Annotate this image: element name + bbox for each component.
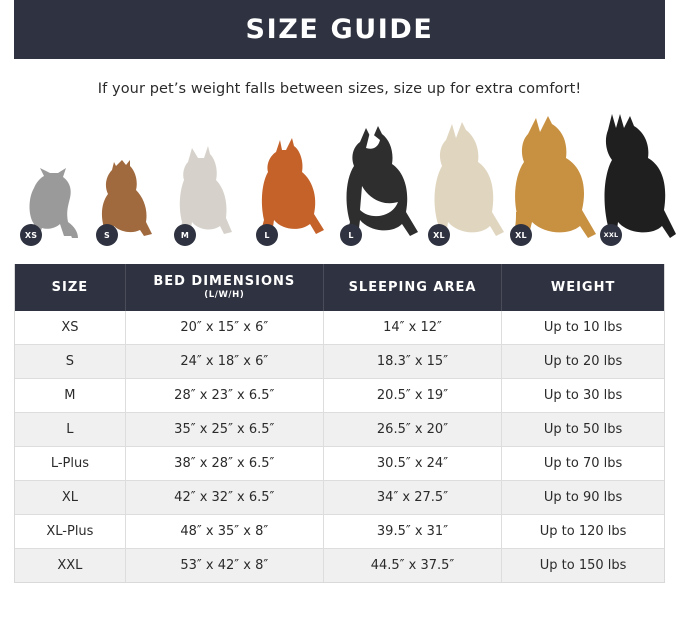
column-header-dimensions-label: BED DIMENSIONS <box>153 274 296 289</box>
pet-badge-xs: XS <box>20 224 42 246</box>
cell-size: XL <box>15 481 125 515</box>
table-header-row <box>15 264 664 311</box>
table-row <box>15 345 664 379</box>
table-row <box>15 311 664 345</box>
column-header-dimensions-sub: (L/W/H) <box>204 290 245 300</box>
column-header-size <box>15 264 125 311</box>
cell-dimensions: 48″ x 35″ x 8″ <box>125 515 323 549</box>
column-header-sleeping-area <box>323 264 501 311</box>
pet-figure-m <box>174 146 236 242</box>
pet-badge-s: S <box>96 224 118 246</box>
pet-figure-l2 <box>340 126 420 242</box>
cell-weight: Up to 90 lbs <box>502 481 664 515</box>
cell-size: XL-Plus <box>15 515 125 549</box>
cell-weight: Up to 20 lbs <box>502 345 664 379</box>
pet-badge-m: M <box>174 224 196 246</box>
cell-dimensions: 35″ x 25″ x 6.5″ <box>125 413 323 447</box>
cell-weight: Up to 10 lbs <box>502 311 664 345</box>
table-row <box>15 447 664 481</box>
column-header-weight-label: WEIGHT <box>550 279 616 295</box>
pet-figure-xl2 <box>510 116 596 242</box>
subtitle-text: If your pet’s weight falls between sizes, size up for extra comfort! <box>97 81 582 97</box>
cell-dimensions: 28″ x 23″ x 6.5″ <box>125 379 323 413</box>
cell-size: S <box>15 345 125 379</box>
table-row <box>15 379 664 413</box>
cell-size: XS <box>15 311 125 345</box>
size-table-container <box>14 264 665 583</box>
table-row <box>15 549 664 583</box>
pet-badge-l1: L <box>256 224 278 246</box>
pet-badge-xl1: XL <box>428 224 450 246</box>
cell-sleeping-area: 14″ x 12″ <box>323 311 501 345</box>
cell-dimensions: 24″ x 18″ x 6″ <box>125 345 323 379</box>
table-row <box>15 481 664 515</box>
pet-badge-xxl: XXL <box>600 224 622 246</box>
pet-badge-l2: L <box>340 224 362 246</box>
cell-weight: Up to 30 lbs <box>502 379 664 413</box>
cell-weight: Up to 150 lbs <box>502 549 664 583</box>
cell-sleeping-area: 26.5″ x 20″ <box>323 413 501 447</box>
cell-weight: Up to 120 lbs <box>502 515 664 549</box>
column-header-weight <box>502 264 664 311</box>
pet-figure-xs <box>20 168 82 242</box>
cell-sleeping-area: 20.5″ x 19″ <box>323 379 501 413</box>
column-header-size-label: SIZE <box>51 279 89 295</box>
cell-sleeping-area: 30.5″ x 24″ <box>323 447 501 481</box>
page-title: SIZE GUIDE <box>245 14 434 45</box>
cell-sleeping-area: 39.5″ x 31″ <box>323 515 501 549</box>
cell-weight: Up to 70 lbs <box>502 447 664 481</box>
golden-retriever-silhouette <box>510 116 596 242</box>
cell-dimensions: 38″ x 28″ x 6.5″ <box>125 447 323 481</box>
pet-badge-xl2: XL <box>510 224 532 246</box>
cell-size: M <box>15 379 125 413</box>
page-header <box>14 0 665 59</box>
cell-sleeping-area: 34″ x 27.5″ <box>323 481 501 515</box>
pet-figure-s <box>96 156 156 242</box>
pet-figure-xxl <box>600 114 676 242</box>
size-table <box>15 264 664 582</box>
cell-weight: Up to 50 lbs <box>502 413 664 447</box>
cell-size: XXL <box>15 549 125 583</box>
cell-dimensions: 53″ x 42″ x 8″ <box>125 549 323 583</box>
column-header-dimensions <box>125 264 323 311</box>
column-header-sleeping-area-label: SLEEPING AREA <box>348 279 477 295</box>
cell-dimensions: 42″ x 32″ x 6.5″ <box>125 481 323 515</box>
cell-size: L <box>15 413 125 447</box>
cell-sleeping-area: 44.5″ x 37.5″ <box>323 549 501 583</box>
cell-dimensions: 20″ x 15″ x 6″ <box>125 311 323 345</box>
table-row <box>15 515 664 549</box>
pet-silhouettes-row <box>14 115 665 250</box>
table-row <box>15 413 664 447</box>
cell-size: L-Plus <box>15 447 125 481</box>
cell-sleeping-area: 18.3″ x 15″ <box>323 345 501 379</box>
table-body <box>15 311 664 582</box>
pet-figure-xl1 <box>428 122 504 242</box>
doberman-silhouette <box>600 114 676 242</box>
pet-figure-l1 <box>256 138 328 242</box>
